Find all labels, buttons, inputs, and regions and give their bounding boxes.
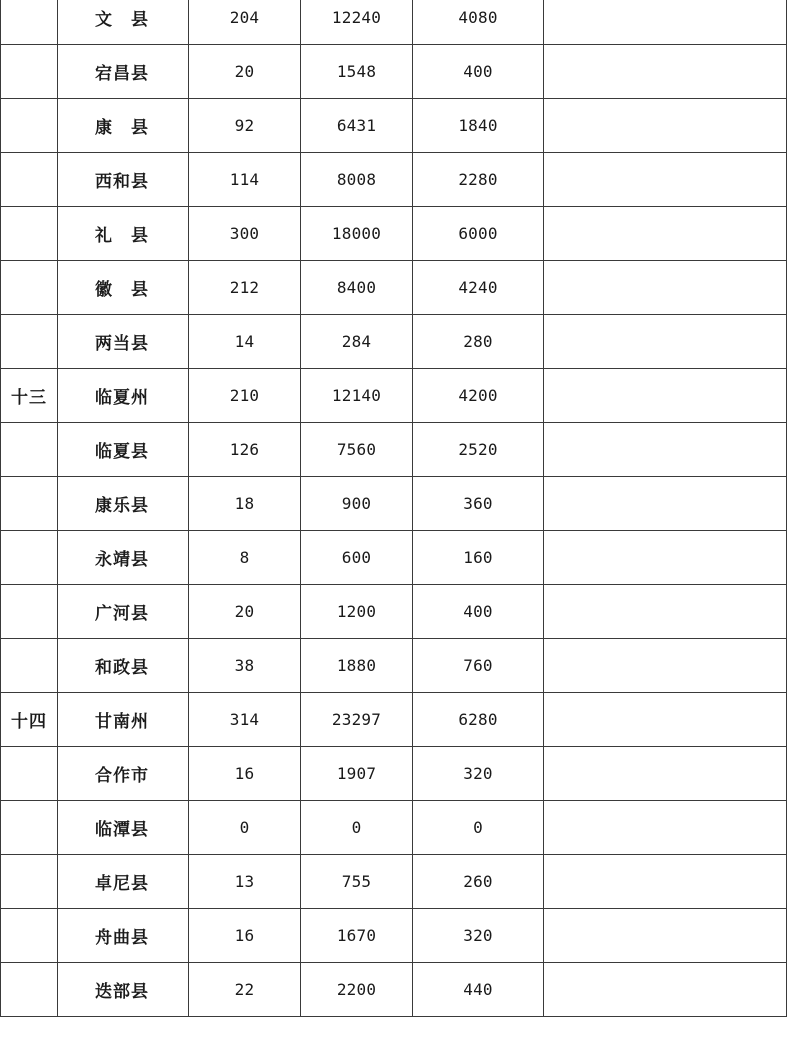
table-row xyxy=(1,153,787,207)
note-cell xyxy=(544,963,787,1017)
value-a-cell: 13 xyxy=(189,855,301,909)
value-b-cell: 1670 xyxy=(301,909,413,963)
note-cell xyxy=(544,423,787,477)
value-b-cell: 1907 xyxy=(301,747,413,801)
note-cell xyxy=(544,261,787,315)
value-c-cell: 760 xyxy=(413,639,544,693)
value-c-cell: 6280 xyxy=(413,693,544,747)
seq-cell xyxy=(1,0,58,45)
table-row xyxy=(1,207,787,261)
seq-cell xyxy=(1,423,58,477)
table-row xyxy=(1,261,787,315)
region-name-cell: 文 县 xyxy=(58,0,189,45)
value-c-cell: 2520 xyxy=(413,423,544,477)
value-b-cell: 1548 xyxy=(301,45,413,99)
note-cell xyxy=(544,207,787,261)
value-c-cell: 320 xyxy=(413,909,544,963)
value-b-cell: 6431 xyxy=(301,99,413,153)
value-a-cell: 126 xyxy=(189,423,301,477)
note-cell xyxy=(544,747,787,801)
value-b-cell: 755 xyxy=(301,855,413,909)
table-row xyxy=(1,585,787,639)
value-a-cell: 300 xyxy=(189,207,301,261)
note-cell xyxy=(544,369,787,423)
note-cell xyxy=(544,153,787,207)
seq-cell xyxy=(1,747,58,801)
region-name-cell: 康乐县 xyxy=(58,477,189,531)
table-row xyxy=(1,639,787,693)
value-a-cell: 22 xyxy=(189,963,301,1017)
region-name-cell: 两当县 xyxy=(58,315,189,369)
table-row xyxy=(1,369,787,423)
value-b-cell: 1880 xyxy=(301,639,413,693)
value-a-cell: 20 xyxy=(189,585,301,639)
value-c-cell: 260 xyxy=(413,855,544,909)
region-name-cell: 徽 县 xyxy=(58,261,189,315)
seq-cell xyxy=(1,261,58,315)
seq-cell: 十四 xyxy=(1,693,58,747)
seq-cell xyxy=(1,477,58,531)
region-name-cell: 临夏州 xyxy=(58,369,189,423)
table-row xyxy=(1,423,787,477)
value-a-cell: 114 xyxy=(189,153,301,207)
seq-cell xyxy=(1,531,58,585)
value-b-cell: 284 xyxy=(301,315,413,369)
seq-cell xyxy=(1,585,58,639)
note-cell xyxy=(544,855,787,909)
table-row xyxy=(1,801,787,855)
region-name-cell: 宕昌县 xyxy=(58,45,189,99)
value-a-cell: 210 xyxy=(189,369,301,423)
value-c-cell: 2280 xyxy=(413,153,544,207)
value-c-cell: 1840 xyxy=(413,99,544,153)
seq-cell: 十三 xyxy=(1,369,58,423)
value-c-cell: 280 xyxy=(413,315,544,369)
value-a-cell: 20 xyxy=(189,45,301,99)
table-row xyxy=(1,99,787,153)
value-c-cell: 6000 xyxy=(413,207,544,261)
table-row xyxy=(1,315,787,369)
region-name-cell: 临潭县 xyxy=(58,801,189,855)
note-cell xyxy=(544,0,787,45)
value-a-cell: 18 xyxy=(189,477,301,531)
region-name-cell: 临夏县 xyxy=(58,423,189,477)
value-c-cell: 4080 xyxy=(413,0,544,45)
value-a-cell: 92 xyxy=(189,99,301,153)
note-cell xyxy=(544,531,787,585)
value-b-cell: 8400 xyxy=(301,261,413,315)
note-cell xyxy=(544,639,787,693)
note-cell xyxy=(544,315,787,369)
value-a-cell: 212 xyxy=(189,261,301,315)
seq-cell xyxy=(1,963,58,1017)
value-c-cell: 400 xyxy=(413,585,544,639)
value-c-cell: 440 xyxy=(413,963,544,1017)
seq-cell xyxy=(1,909,58,963)
value-b-cell: 7560 xyxy=(301,423,413,477)
table-row xyxy=(1,747,787,801)
value-c-cell: 320 xyxy=(413,747,544,801)
region-name-cell: 西和县 xyxy=(58,153,189,207)
value-b-cell: 12140 xyxy=(301,369,413,423)
table-row xyxy=(1,477,787,531)
region-name-cell: 舟曲县 xyxy=(58,909,189,963)
value-c-cell: 360 xyxy=(413,477,544,531)
note-cell xyxy=(544,585,787,639)
value-b-cell: 900 xyxy=(301,477,413,531)
value-b-cell: 8008 xyxy=(301,153,413,207)
value-a-cell: 0 xyxy=(189,801,301,855)
region-name-cell: 广河县 xyxy=(58,585,189,639)
region-name-cell: 永靖县 xyxy=(58,531,189,585)
table-row xyxy=(1,963,787,1017)
region-name-cell: 康 县 xyxy=(58,99,189,153)
seq-cell xyxy=(1,315,58,369)
value-a-cell: 16 xyxy=(189,747,301,801)
value-c-cell: 4200 xyxy=(413,369,544,423)
region-name-cell: 礼 县 xyxy=(58,207,189,261)
value-c-cell: 4240 xyxy=(413,261,544,315)
note-cell xyxy=(544,45,787,99)
table-row xyxy=(1,693,787,747)
seq-cell xyxy=(1,99,58,153)
value-a-cell: 8 xyxy=(189,531,301,585)
value-a-cell: 14 xyxy=(189,315,301,369)
value-c-cell: 400 xyxy=(413,45,544,99)
value-c-cell: 0 xyxy=(413,801,544,855)
table-row xyxy=(1,531,787,585)
value-a-cell: 38 xyxy=(189,639,301,693)
region-name-cell: 合作市 xyxy=(58,747,189,801)
seq-cell xyxy=(1,855,58,909)
region-name-cell: 迭部县 xyxy=(58,963,189,1017)
value-b-cell: 18000 xyxy=(301,207,413,261)
value-b-cell: 2200 xyxy=(301,963,413,1017)
value-b-cell: 600 xyxy=(301,531,413,585)
value-c-cell: 160 xyxy=(413,531,544,585)
seq-cell xyxy=(1,207,58,261)
value-a-cell: 314 xyxy=(189,693,301,747)
region-name-cell: 甘南州 xyxy=(58,693,189,747)
value-a-cell: 16 xyxy=(189,909,301,963)
note-cell xyxy=(544,909,787,963)
note-cell xyxy=(544,693,787,747)
note-cell xyxy=(544,477,787,531)
table-row xyxy=(1,855,787,909)
region-name-cell: 和政县 xyxy=(58,639,189,693)
value-b-cell: 0 xyxy=(301,801,413,855)
value-b-cell: 23297 xyxy=(301,693,413,747)
value-b-cell: 12240 xyxy=(301,0,413,45)
table-row xyxy=(1,909,787,963)
table-row xyxy=(1,45,787,99)
value-b-cell: 1200 xyxy=(301,585,413,639)
region-name-cell: 卓尼县 xyxy=(58,855,189,909)
seq-cell xyxy=(1,639,58,693)
seq-cell xyxy=(1,801,58,855)
seq-cell xyxy=(1,153,58,207)
value-a-cell: 204 xyxy=(189,0,301,45)
table-body xyxy=(1,0,787,1017)
note-cell xyxy=(544,801,787,855)
table-row xyxy=(1,0,787,45)
note-cell xyxy=(544,99,787,153)
seq-cell xyxy=(1,45,58,99)
